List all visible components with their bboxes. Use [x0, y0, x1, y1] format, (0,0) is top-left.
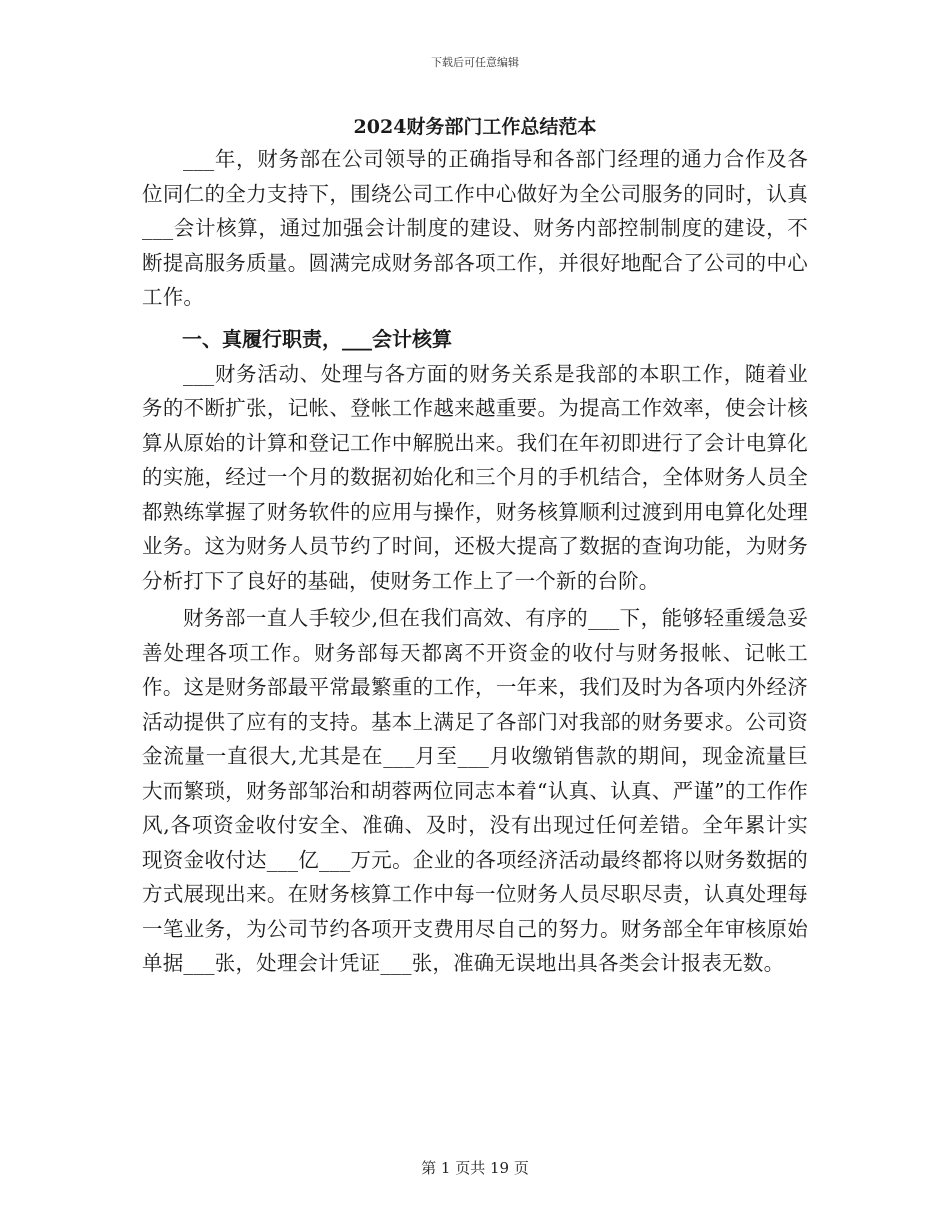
page-header: 下载后可任意编辑 — [431, 56, 519, 69]
section-heading: 一、真履行职责，___会计核算 — [182, 326, 452, 351]
paragraph-funds: 财务部一直人手较少,但在我们高效、有序的___下，能够轻重缓急妥善处理各项工作。财务部每天都离不开资金的收付与财务报帐、记帐工作。这是财务部最平常最繁重的工作，一年来，我们及时为各项内外经济活动提供了应有的支持。基本上满足了各部门对我部的财务要求。公司资金流量一直很大,尤其是在___月至___月收缴销售款的期间，现金流量巨大而繁琐，财务部邹治和胡蓉两位同志本着“认真、认真、严谨”的工作作风,各项资金收付安全、准确、及时，没有出现过任何差错。全年累计实现资金收付达___亿___万元。企业的各项经济活动最终都将以财务数据的方式展现出来。在财务核算工作中每一位财务人员尽职尽责，认真处理每一笔业务，为公司节约各项开支费用尽自己的努力。财务部全年审核原始单据___张，处理会计凭证___张，准确无误地出具各类会计报表无数。 — [142, 606, 808, 975]
paragraph-intro: ___年，财务部在公司领导的正确指导和各部门经理的通力合作及各位同仁的全力支持下，围绕公司工作中心做好为全公司服务的同时，认真___会计核算，通过加强会计制度的建设、财务内部控制制度的建设，不断提高服务质量。圆满完成财务部各项工作，并很好地配合了公司的中心工作。 — [142, 147, 808, 309]
document-body — [142, 112, 808, 981]
page-footer: 第 1 页共 19 页 — [421, 1159, 529, 1177]
paragraph-accounting: ___财务活动、处理与各方面的财务关系是我部的本职工作，随着业务的不断扩张，记帐、登帐工作越来越重要。为提高工作效率，使会计核算从原始的计算和登记工作中解脱出来。我们在年初即进行了会计电算化的实施，经过一个月的数据初始化和三个月的手机结合，全体财务人员全都熟练掌握了财务软件的应用与操作，财务核算顺利过渡到用电算化处理业务。这为财务人员节约了时间，还极大提高了数据的查询功能，为财务分析打下了良好的基础，使财务工作上了一个新的台阶。 — [142, 361, 808, 593]
document-title: 2024财务部门工作总结范本 — [353, 116, 597, 138]
